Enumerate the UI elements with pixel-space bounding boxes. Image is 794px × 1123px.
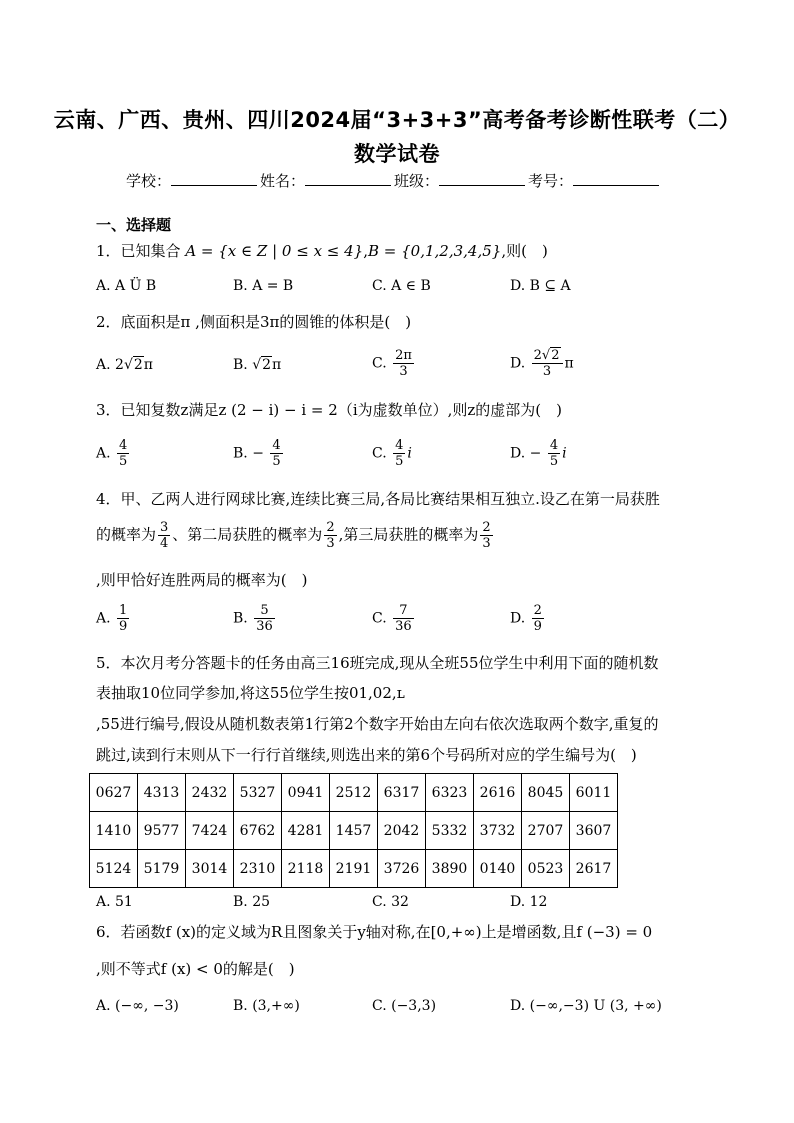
q3-option-c[interactable] <box>372 438 412 469</box>
q3-a-numerator: 4 <box>119 438 128 453</box>
q4-d-fraction <box>532 603 544 634</box>
q1-stem-text: 1．已知集合 <box>96 242 181 260</box>
table-cell: 8045 <box>522 774 570 812</box>
exam-number-blank[interactable] <box>573 171 659 186</box>
q2-d-denominator: 3 <box>542 364 552 379</box>
q4-option-b[interactable] <box>233 603 277 634</box>
question-3-stem: 3．已知复数z满足z (2 − i) − i = 2（i为虚数单位）,则z的虚部为( ) <box>96 401 562 419</box>
q4-d-denominator: 9 <box>533 619 542 634</box>
question-4-line1: 4．甲、乙两人进行网球比赛,连续比赛三局,各局比赛结果相互独立.设乙在第一局获胜 <box>96 490 660 508</box>
exam-subtitle: 数学试卷 <box>354 142 440 166</box>
name-label: 姓名： <box>260 172 306 190</box>
q3-c-fraction <box>393 438 405 469</box>
exam-title: 云南、广西、贵州、四川2024届“3+3+3”高考备考诊断性联考（二） <box>53 108 741 132</box>
school-label: 学校： <box>126 172 172 190</box>
q4-a-numerator: 1 <box>119 603 128 618</box>
q4-p1-denominator: 4 <box>160 536 169 551</box>
table-cell: 2042 <box>378 812 426 850</box>
q3-option-d[interactable] <box>510 438 567 469</box>
question-5-line2: 表抽取10位同学参加,将这55位学生按01,02,ʟ <box>96 684 405 702</box>
q3-option-a[interactable] <box>96 438 131 469</box>
table-cell: 5124 <box>90 850 138 888</box>
q1-option-a[interactable]: A. A Ü B <box>96 278 157 294</box>
table-cell: 2432 <box>186 774 234 812</box>
q6-option-d[interactable]: D. (−∞,−3) U (3, +∞) <box>510 998 662 1014</box>
table-cell: 3890 <box>426 850 474 888</box>
question-2-stem: 2．底面积是π ,侧面积是3π的圆锥的体积是( ) <box>96 313 412 331</box>
q3-d-fraction <box>548 438 560 469</box>
q2-d-pi: π <box>564 355 574 372</box>
q4-prob-2 <box>324 520 336 551</box>
question-4-line2 <box>96 520 495 551</box>
question-5-line3: ,55进行编号,假设从随机数表第1行第2个数字开始由左向右依次选取两个数字,重复的 <box>96 715 659 733</box>
q4-text-c: ,第三局获胜的概率为 <box>338 525 479 544</box>
q4-p3-denominator: 3 <box>482 536 491 551</box>
q1-set-a: A = {x ∈ Z | 0 ≤ x ≤ 4} <box>185 242 364 260</box>
q4-b-denominator: 36 <box>256 619 273 634</box>
q6-option-b[interactable]: B. (3,+∞) <box>233 998 300 1014</box>
table-cell: 7424 <box>186 812 234 850</box>
table-cell: 0627 <box>90 774 138 812</box>
q4-p2-denominator: 3 <box>326 536 335 551</box>
q4-option-d[interactable] <box>510 603 546 634</box>
table-row <box>90 774 618 812</box>
question-6-line2: ,则不等式f (x) < 0的解是( ) <box>96 960 295 978</box>
q1-option-c[interactable]: C. A ∈ B <box>372 278 431 294</box>
q2-c-label: C. <box>372 355 387 372</box>
table-cell: 2617 <box>570 850 618 888</box>
q1-stem-end: ,则( ) <box>501 242 548 260</box>
q3-d-label: D. − <box>510 445 542 462</box>
q5-option-b[interactable]: B. 25 <box>233 894 271 910</box>
table-cell: 3732 <box>474 812 522 850</box>
q5-option-a[interactable]: A. 51 <box>96 894 133 910</box>
q2-a-coef: 2 <box>115 357 124 373</box>
q3-b-numerator: 4 <box>272 438 281 453</box>
q4-option-a[interactable] <box>96 603 131 634</box>
q4-text-a: 的概率为 <box>96 525 157 544</box>
q4-p3-numerator: 2 <box>482 520 491 535</box>
q3-option-b[interactable] <box>233 438 285 469</box>
q3-d-numerator: 4 <box>549 438 559 453</box>
table-row <box>90 812 618 850</box>
table-cell: 6762 <box>234 812 282 850</box>
q3-c-numerator: 4 <box>395 438 404 453</box>
q2-option-d[interactable] <box>510 348 574 379</box>
q1-set-b: B = {0,1,2,3,4,5} <box>368 242 502 260</box>
q4-c-label: C. <box>372 610 387 627</box>
q3-a-label: A. <box>96 445 111 462</box>
q4-prob-3 <box>480 520 492 551</box>
table-row <box>90 850 618 888</box>
q4-prob-1 <box>158 520 170 551</box>
q3-a-denominator: 5 <box>119 454 128 469</box>
question-1-stem <box>96 240 548 262</box>
q5-option-c[interactable]: C. 32 <box>372 894 409 910</box>
student-info-row <box>126 170 662 191</box>
q2-option-c[interactable] <box>372 348 416 379</box>
q4-b-label: B. <box>233 610 248 627</box>
table-cell: 2616 <box>474 774 522 812</box>
q2-c-fraction <box>393 348 414 379</box>
q2-b-pi: π <box>272 357 282 373</box>
q2-d-numerator: 2√2 <box>532 348 563 364</box>
q3-c-label: C. <box>372 445 387 462</box>
q3-d-imag-unit: i <box>562 445 567 462</box>
q2-b-radicand: 2 <box>262 357 272 373</box>
q2-option-b[interactable]: B. √2π <box>233 357 282 373</box>
q4-c-fraction <box>393 603 414 634</box>
table-cell: 0523 <box>522 850 570 888</box>
table-cell: 0941 <box>282 774 330 812</box>
q4-d-numerator: 2 <box>533 603 542 618</box>
q4-text-b: 、第二局获胜的概率为 <box>172 525 323 544</box>
q4-p2-numerator: 2 <box>326 520 335 535</box>
q3-c-denominator: 5 <box>395 454 404 469</box>
table-cell: 2118 <box>282 850 330 888</box>
q4-a-label: A. <box>96 610 111 627</box>
q2-d-coef: 2 <box>533 348 542 363</box>
q4-a-fraction <box>117 603 129 634</box>
q4-d-label: D. <box>510 610 526 627</box>
table-cell: 6323 <box>426 774 474 812</box>
table-cell: 0140 <box>474 850 522 888</box>
question-6-line1: 6．若函数f (x)的定义域为R且图象关于y轴对称,在[0,+∞)上是增函数,且f (−3) = 0 <box>96 923 653 941</box>
table-cell: 5327 <box>234 774 282 812</box>
q2-d-fraction <box>532 348 563 379</box>
q3-b-denominator: 5 <box>272 454 281 469</box>
q4-c-denominator: 36 <box>395 619 412 634</box>
q4-a-denominator: 9 <box>119 619 128 634</box>
q2-c-denominator: 3 <box>399 364 408 379</box>
q6-option-c[interactable]: C. (−3,3) <box>372 998 437 1014</box>
q2-a-pi: π <box>143 357 153 373</box>
exam-number-label: 考号： <box>528 172 574 190</box>
q6-option-a[interactable]: A. (−∞, −3) <box>96 998 179 1014</box>
table-cell: 4281 <box>282 812 330 850</box>
class-blank[interactable] <box>439 171 525 186</box>
q2-a-label: A. <box>96 357 111 373</box>
q2-a-radicand: 2 <box>133 357 143 373</box>
q1-separator: , <box>363 242 368 260</box>
question-5-line4: 跳过,读到行末则从下一行行首继续,则选出来的第6个号码所对应的学生编号为( ) <box>96 746 637 764</box>
q2-d-label: D. <box>510 355 526 372</box>
name-blank[interactable] <box>305 171 391 186</box>
question-5-line1: 5．本次月考分答题卡的任务由高三16班完成,现从全班55位学生中利用下面的随机数 <box>96 654 659 672</box>
q3-d-denominator: 5 <box>549 454 559 469</box>
q4-p1-numerator: 3 <box>160 520 169 535</box>
q2-option-a[interactable]: A. 2√2π <box>96 357 153 373</box>
q2-c-numerator: 2π <box>395 348 412 363</box>
school-blank[interactable] <box>171 171 257 186</box>
q4-c-numerator: 7 <box>393 603 414 619</box>
q2-b-label: B. <box>233 357 248 373</box>
question-4-line3: ,则甲恰好连胜两局的概率为( ) <box>96 571 308 589</box>
table-cell: 5179 <box>138 850 186 888</box>
table-cell: 4313 <box>138 774 186 812</box>
q5-option-d[interactable]: D. 12 <box>510 894 548 910</box>
table-cell: 5332 <box>426 812 474 850</box>
table-cell: 2707 <box>522 812 570 850</box>
q4-b-fraction <box>254 603 275 634</box>
table-cell: 3726 <box>378 850 426 888</box>
q4-b-numerator: 5 <box>254 603 275 619</box>
table-cell: 6317 <box>378 774 426 812</box>
q4-option-c[interactable] <box>372 603 416 634</box>
q1-option-b[interactable]: B. A = B <box>233 278 294 294</box>
q1-option-d[interactable]: D. B ⊆ A <box>510 278 571 294</box>
table-cell: 2310 <box>234 850 282 888</box>
table-cell: 9577 <box>138 812 186 850</box>
table-cell: 1457 <box>330 812 378 850</box>
q3-c-imag-unit: i <box>407 445 412 462</box>
q3-b-label: B. − <box>233 445 264 462</box>
table-cell: 3014 <box>186 850 234 888</box>
table-cell: 2191 <box>330 850 378 888</box>
section-heading: 一、选择题 <box>96 216 172 234</box>
table-cell: 1410 <box>90 812 138 850</box>
class-label: 班级： <box>394 172 440 190</box>
table-cell: 6011 <box>570 774 618 812</box>
q2-d-radicand: 2 <box>551 348 560 363</box>
table-cell: 3607 <box>570 812 618 850</box>
random-number-table-body <box>90 774 618 888</box>
random-number-table <box>89 773 618 888</box>
table-cell: 2512 <box>330 774 378 812</box>
q3-b-fraction <box>270 438 282 469</box>
q3-a-fraction <box>117 438 129 469</box>
